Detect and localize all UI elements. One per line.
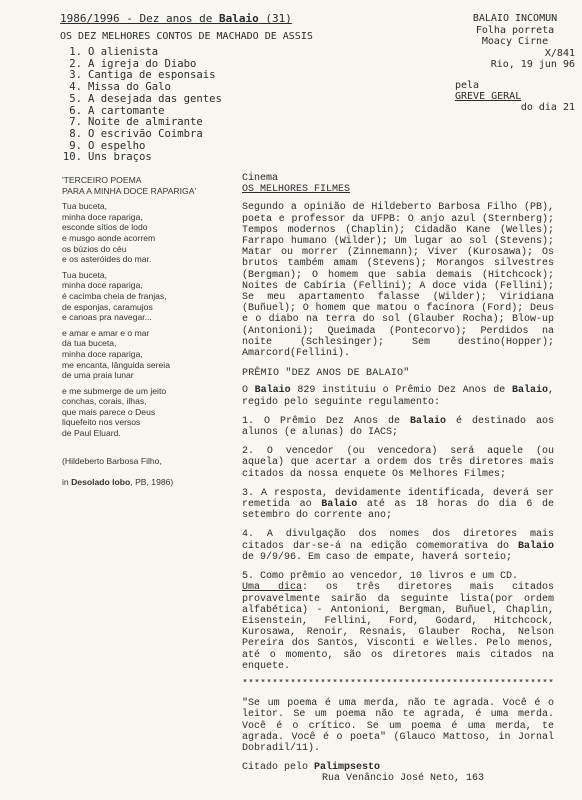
poem-stanza: Tua buceta, minha doce rapariga, esconde sítios de lodo e musgo aonde acorrem os búzios do céu e os asteróides do mar. [62, 201, 156, 265]
poem-stanza: e me submerge de um jeito conchas, corais, ilhas, que mais parece o Deus liquefeito nos versos de Paul Eluard. [62, 385, 167, 439]
poem-title-line2: PARA A MINHA DOCE RAPARIGA' [62, 185, 197, 196]
poem [62, 175, 237, 499]
poem-credit: (Hildeberto Barbosa Filho, in Desolado lobo, PB, 1986) [62, 456, 174, 488]
masthead-author: Moacy Cirne [481, 36, 549, 47]
cinema-body: Segundo a opinião de Hildeberto Barbosa Filho (PB), poeta e professor da UFPB: O anjo azul (Sternberg); Tempos modernos (Chaplin); Cidadão Kane (Welles); Farrapo humano (Wilder); Um lugar ao sol (Stevens); Matar ou morrer (Zinnemann); Viver (Kurosawa); Os brutos também amam (Stevens); Morangos silvestres (Bergman); O homem que sabia demais (Hitchcock); Noites de Cabíria (Fellini); A doce vida (Fellini); Se meu apartamento falasse (Wilder); Viridiana (Buñuel); O homem que matou o facínora (Ford); Deus e o diabo na terra do sol (Glauber Rocha); Blow-up (Antonioni); Queimada (Pontecorvo); Perdidos na noite (Schlesinger); Sem destino(Hopper); Amarcord(Fellini). [242, 202, 554, 360]
rule-2: 2. O vencedor (ou vencedora) será aquele (ou aquela) que acertar a ordem dos três diretores mais citados da nossa enquete Os Melhores Filmes; [242, 446, 554, 480]
rule-5: 5. Como prêmio ao vencedor, 10 livros e um CD. [242, 571, 519, 583]
quote-address: Rua Venâncio José Neto, 163 [322, 773, 485, 785]
quote-citation: Citado pelo Palimpsesto [242, 762, 381, 774]
list-item: 9. O espelho [69, 139, 146, 152]
title-suffix: (31) [258, 12, 292, 25]
poem-stanza: Tua buceta, minha doce rapariga, é cacimba cheia de franjas, de esponjas, caramujos e canoas pra navegar... [62, 269, 167, 323]
list-item: 5. A desejada das gentes [69, 92, 222, 105]
separator: **************************************************** [242, 678, 554, 690]
masthead-date: Rio, 19 jun 96 [490, 59, 575, 70]
stories-list [60, 47, 360, 164]
masthead [455, 13, 575, 113]
list-item: 8. O escrivão Coimbra [69, 127, 203, 140]
header-left [60, 12, 360, 164]
tip: Uma dica: os três diretores mais citados provavelmente sairão da seguinte lista(por ordem alfabética) - Antonioni, Bergman, Buñuel, Chaplin, Eisenstein, Fellini, Ford, Godard, Hitchcock, Kurosawa, Renoir, Resnais, Glauber Rocha, Nelson Pereira dos Santos, Visconti e Welles. Pelo menos, até o momento, são os diretores mais citados na enquete. [242, 582, 554, 672]
list-item: 1. O alienista [69, 46, 159, 58]
poem-stanza: e amar e amar e o mar da tua buceta, minha doce rapariga, me encanta, lânguida sereia de uma praia lunar [62, 327, 170, 381]
quote: "Se um poema é uma merda, não te agrada. Você é o leitor. Se um poema não te agrada, é uma merda. Você é o crítico. Se um poema é uma merda, te agrada. Você é o poeta" (Glauco Mattoso, in Jornal Dobradil/11). [242, 698, 554, 754]
greve-note: pela GREVE GERAL do dia 21 [455, 79, 575, 113]
cinema-subheading: OS MELHORES FILMES [242, 184, 351, 196]
list-item: 7. Noite de almirante [69, 116, 203, 129]
title-brand: Balaio [218, 12, 259, 25]
list-item: 10. Uns braços [62, 151, 152, 164]
rule-1: 1. O Prêmio Dez Anos de Balaio é destinado aos alunos (e alunas) do IACS; [242, 415, 554, 439]
masthead-tagline: Folha porreta [475, 24, 555, 36]
premio-title: PRÊMIO "DEZ ANOS DE BALAIO" [242, 368, 410, 380]
premio-intro: O Balaio 829 instituiu o Prêmio Dez Anos de Balaio, regido pelo seguinte regulamento: [242, 385, 554, 408]
cinema-heading: Cinema [242, 173, 279, 184]
list-item: 4. Missa do Galo [69, 81, 171, 94]
list-item: 2. A igreja do Diabo [69, 57, 197, 70]
page-title [60, 12, 360, 25]
list-item: 6. A cartomante [69, 104, 165, 117]
list-item: 3. Cantiga de esponsais [69, 69, 216, 82]
section-subtitle: OS DEZ MELHORES CONTOS DE MACHADO DE ASSIS [60, 31, 313, 42]
rule-4: 4. A divulgação dos nomes dos diretores mais citados dar-se-á na edição comemorativa do Balaio de 9/9/96. Em caso de empate, haverá sorteio; [242, 529, 554, 563]
rule-3: 3. A resposta, devidamente identificada, deverá ser remetida ao Balaio até as 18 horas do dia 6 de setembro do corrente ano; [242, 487, 554, 522]
masthead-issue: X/841 [544, 47, 575, 59]
poem-title-line1: 'TERCEIRO POEMA [62, 175, 142, 185]
right-column [242, 173, 554, 785]
masthead-name: BALAIO INCOMUN [472, 13, 558, 24]
title-prefix: 1986/1996 - Dez anos de [60, 12, 219, 25]
